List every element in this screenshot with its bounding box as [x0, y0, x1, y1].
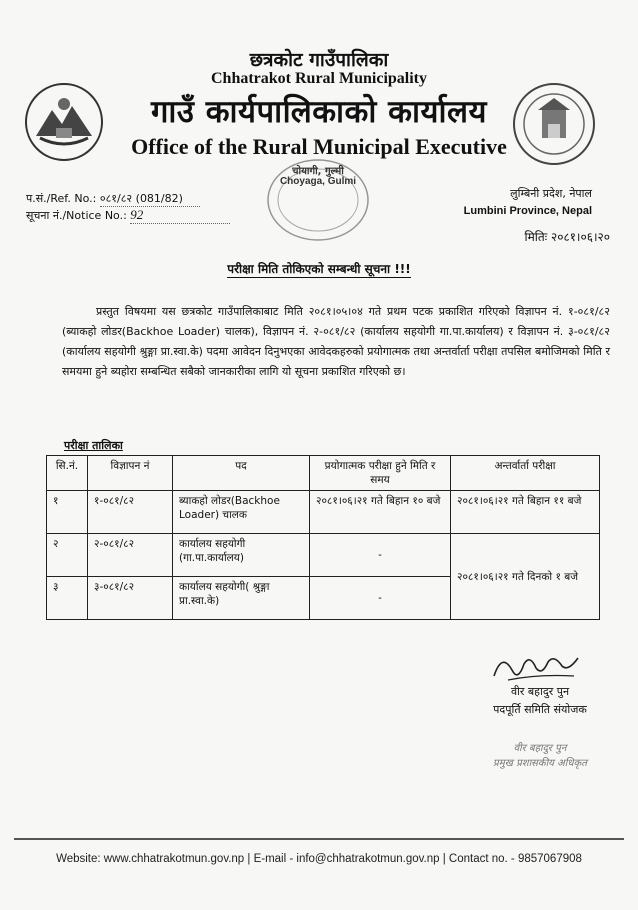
cell-practical: २०८१।०६।२१ गते बिहान १० बजे — [310, 491, 451, 534]
exam-schedule-table — [46, 455, 600, 620]
notice-number — [26, 207, 230, 224]
location-en: Choyaga, Gulmi — [279, 176, 357, 187]
cell-sn: २ — [47, 534, 88, 577]
notice-subject — [0, 260, 638, 277]
cell-adv: ३-०८१/८२ — [88, 577, 173, 620]
col-header-adv: विज्ञापन नं — [88, 456, 173, 491]
cell-interview: २०८१।०६।२१ गते बिहान ११ बजे — [451, 491, 600, 534]
ref-label: प.सं./Ref. No.: — [26, 192, 97, 205]
signature-image — [488, 646, 584, 688]
official-stamp-name: वीर बहादुर पुन — [513, 743, 567, 754]
location-np: चोयागी, गुल्मी — [292, 166, 344, 177]
col-header-post: पद — [173, 456, 310, 491]
footer-divider — [14, 838, 624, 840]
cell-post: कार्यालय सहयोगी (गा.पा.कार्यालय) — [173, 534, 310, 577]
cell-practical: - — [310, 534, 451, 577]
subject-text: परीक्षा मिति तोकिएको सम्बन्धी सूचना !!! — [227, 262, 411, 276]
cell-sn: १ — [47, 491, 88, 534]
cell-adv: २-०८१/८२ — [88, 534, 173, 577]
notice-body: प्रस्तुत विषयमा यस छत्रकोट गाउँपालिकाबाट मिति २०८१।०५।०४ गते प्रथम पटक प्रकाशित गरिएको विज्ञापन नं. १-०८१/८२ (ब्याकहो लोडर(Backhoe Loader) चालक), विज्ञापन नं. २-०८१/८२ (कार्यालय सहयोगी गा.पा.कार्यालय) र विज्ञापन नं. ३-०८१/८२ (कार्यालय सहयोगी श्रुङ्गा प्रा.स्वा.के) पदमा आवेदन दिनुभएका आवेदकहरुको प्रयोगात्मक तथा अन्तर्वार्ता परीक्षा तपसिल बमोजिमको मिति र समयमा हुने ब्यहोरा सम्बन्धित सबैको जानकारीका लागि यो सूचना प्रकाशित गरिएको छ। — [62, 305, 610, 378]
cell-post: कार्यालय सहयोगी( श्रुङ्गा प्रा.स्वा.के) — [173, 577, 310, 620]
province-en: Lumbini Province, Nepal — [463, 205, 592, 217]
municipality-name-en: Chhatrakot Rural Municipality — [210, 70, 427, 87]
col-header-interview: अन्तर्वार्ता परीक्षा — [451, 456, 600, 491]
office-name-en: Office of the Rural Municipal Executive — [131, 134, 507, 159]
cell-adv: १-०८१/८२ — [88, 491, 173, 534]
cell-interview-merged: २०८१।०६।२१ गते दिनको १ बजे — [451, 534, 600, 620]
cell-post: ब्याकहो लोडर(Backhoe Loader) चालक — [173, 491, 310, 534]
col-header-practical: प्रयोगात्मक परीक्षा हुने मिति र समय — [310, 456, 451, 491]
ref-value: ०८१/८२ (081/82) — [100, 191, 200, 207]
col-header-sn: सि.नं. — [47, 456, 88, 491]
notice-value: 92 — [130, 207, 230, 224]
footer-contact: Website: www.chhatrakotmun.gov.np | E-mail - info@chhatrakotmun.gov.np | Contact no. - 9857067908 — [56, 853, 582, 865]
signatory-name: वीर बहादुर पुन — [510, 685, 570, 698]
table-header-row — [47, 456, 600, 491]
official-stamp-title: प्रमुख प्रशासकीय अधिकृत — [493, 758, 587, 769]
cell-sn: ३ — [47, 577, 88, 620]
table-caption: परीक्षा तालिका — [64, 439, 123, 452]
notice-label: सूचना नं./Notice No.: — [26, 209, 127, 222]
cell-practical: - — [310, 577, 451, 620]
signatory-title: पदपूर्ति समिति संयोजक — [493, 703, 587, 716]
office-name-np: गाउँ कार्यपालिकाको कार्यालय — [150, 94, 488, 130]
notice-date: मितिः २०८१।०६।२० — [524, 230, 610, 244]
table-row — [47, 534, 600, 577]
municipality-name-np: छत्रकोट गाउँपालिका — [249, 49, 389, 71]
reference-number — [26, 191, 200, 207]
province-np: लुम्बिनी प्रदेश, नेपाल — [510, 187, 592, 200]
table-row — [47, 491, 600, 534]
